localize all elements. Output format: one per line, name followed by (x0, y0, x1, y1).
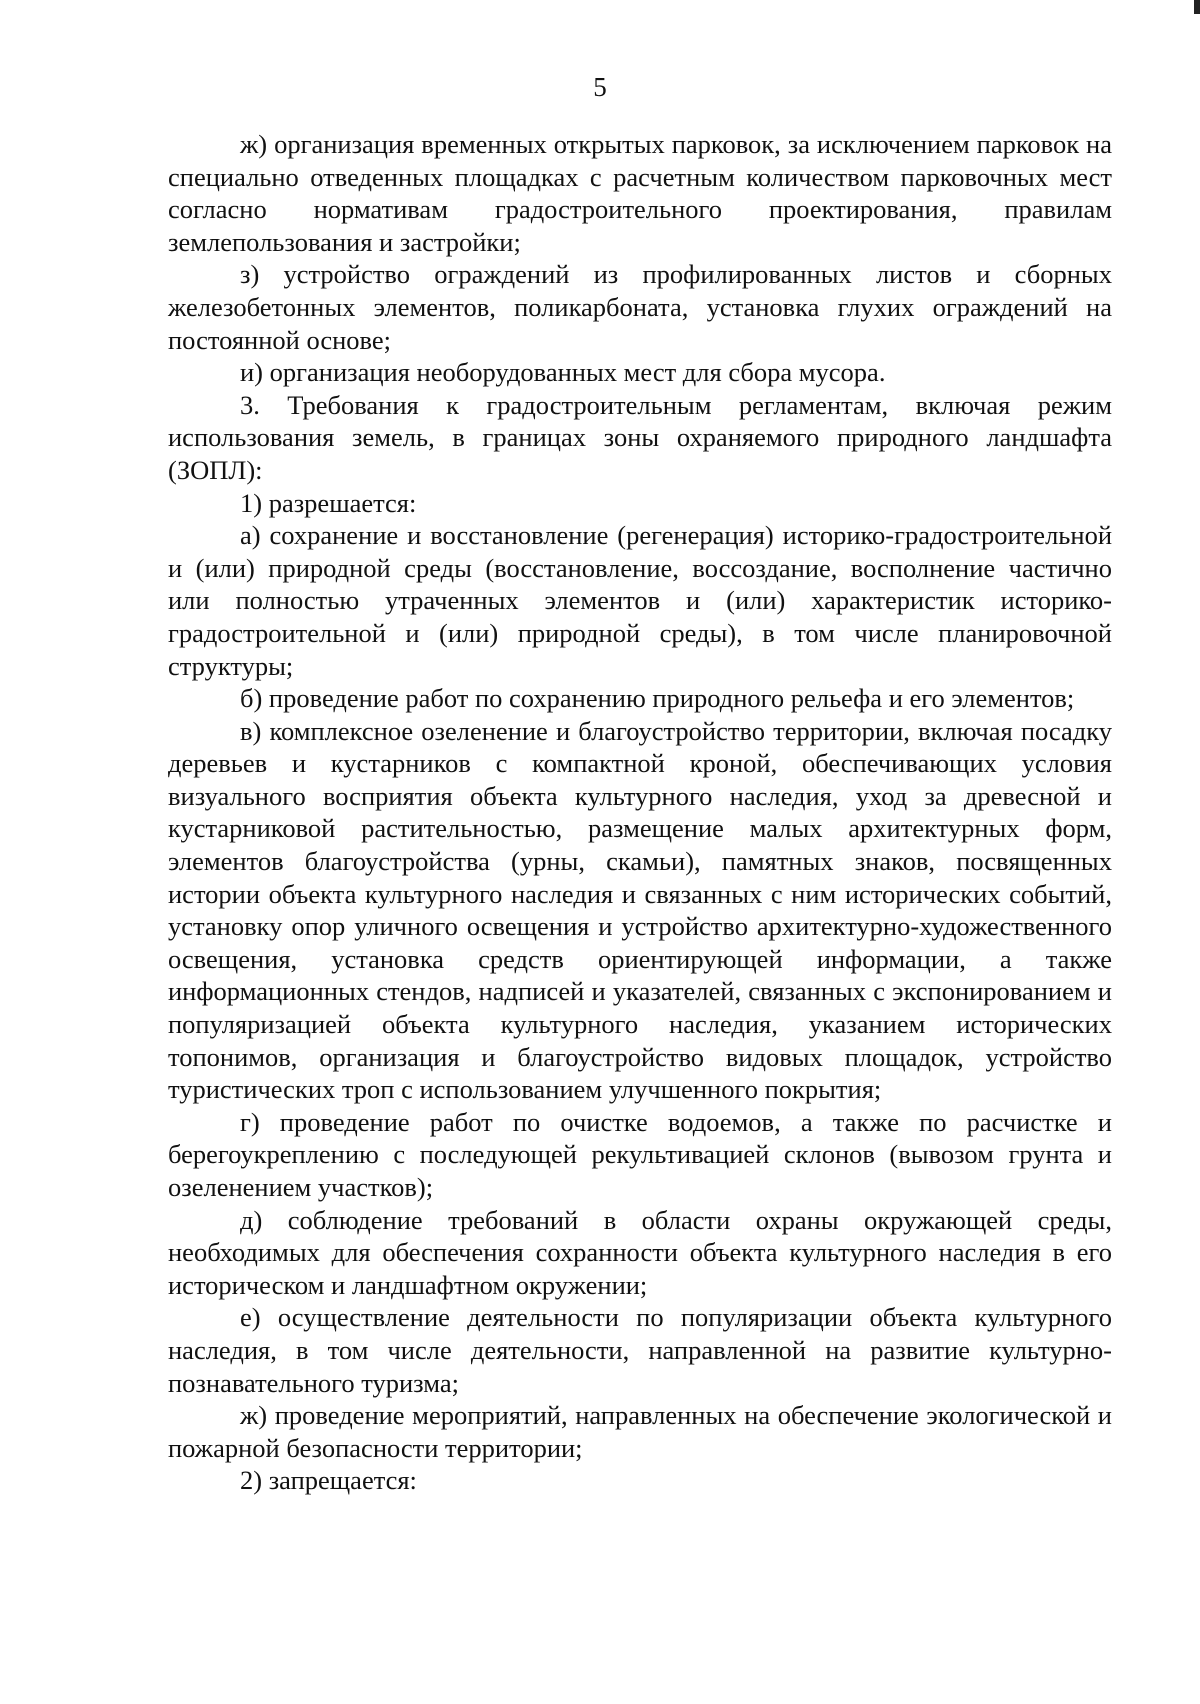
paragraph-b-relief: б) проведение работ по сохранению природного рельефа и его элементов; (240, 683, 1075, 714)
paragraph-1-allowed: 1) разрешается: (240, 487, 417, 518)
paragraph-2-prohibited: 2) запрещается: (240, 1465, 417, 1496)
paragraph-v-landscaping: в) комплексное озеленение и благоустройство территории, включая посадку деревьев и кустарников с компактной кроной, обеспечивающих условия визуального восприятия объекта культурного наследия, уход за древесной и кустарниковой растительностью, размещение малых архитектурных форм, элементов благоустройства (урны, скамьи), памятных знаков, посвященных истории объекта культурного наследия и связанных с ним исторических событий, установку опор уличного освещения и устройство архитектурно-художественного освещения, установка средств ориентирующей информации, а также информационных стендов, надписей и указателей, связанных с экспонированием и популяризацией объекта культурного наследия, указанием исторических топонимов, организация и благоустройство видовых площадок, устройство туристических троп с использованием улучшенного покрытия; (168, 715, 1112, 1105)
paragraph-zh-safety: ж) проведение мероприятий, направленных на обеспечение экологической и пожарной безопасности территории; (168, 1400, 1112, 1463)
page-number: 5 (593, 72, 607, 102)
paragraph-d-environment: д) соблюдение требований в области охраны окружающей среды, необходимых для обеспечения сохранности объекта культурного наследия в его историческом и ландшафтном окружении; (168, 1204, 1112, 1300)
paragraph-e-tourism: е) осуществление деятельности по популяризации объекта культурного наследия, в том числе деятельности, направленной на развитие культурно-познавательного туризма; (168, 1302, 1112, 1398)
scan-edge-mark (1194, 0, 1200, 14)
paragraph-g-reservoirs: г) проведение работ по очистке водоемов, а также по расчистке и берегоукреплению с последующей рекультивацией склонов (вывозом грунта и озеленением участков); (168, 1106, 1112, 1202)
paragraph-i-garbage: и) организация необорудованных мест для сбора мусора. (240, 357, 886, 388)
paragraph-a-preservation: а) сохранение и восстановление (регенерация) историко-градостроительной и (или) природной среды (восстановление, воссоздание, восполнение частично или полностью утраченных элементов и (или) характеристик историко-градостроительной и (или) природной среды), в том числе планировочной структуры; (168, 520, 1112, 681)
paragraph-zh-parking: ж) организация временных открытых парковок, за исключением парковок на специально отведенных площадках с расчетным количеством парковочных мест согласно нормативам градостроительного проектирования, правилам землепользования и застройки; (168, 129, 1112, 257)
document-body (168, 128, 1112, 1497)
paragraph-3-requirements: 3. Требования к градостроительным регламентам, включая режим использования земель, в границах зоны охраняемого природного ландшафта (ЗОПЛ): (168, 389, 1112, 485)
paragraph-z-fences: з) устройство ограждений из профилированных листов и сборных железобетонных элементов, поликарбоната, установка глухих ограждений на постоянной основе; (168, 259, 1112, 355)
